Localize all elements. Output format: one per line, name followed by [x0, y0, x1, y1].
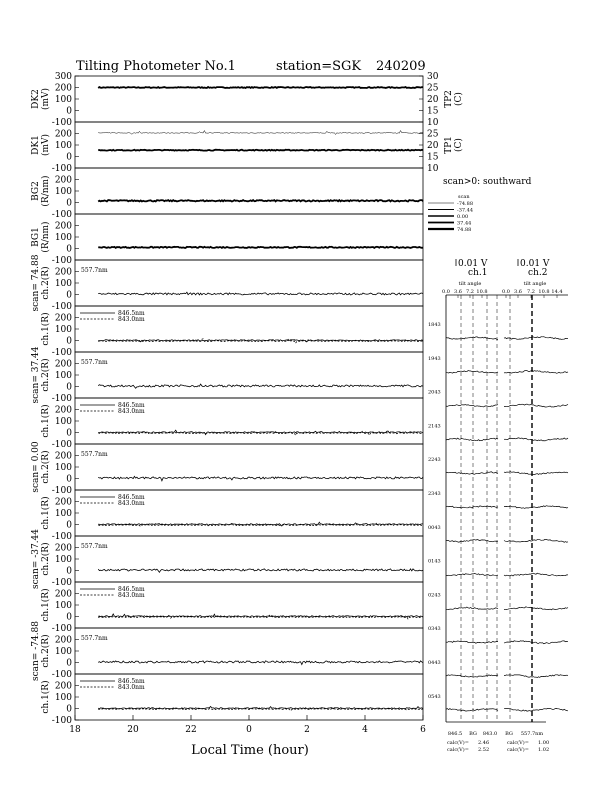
y-tick-label: 0: [66, 566, 72, 577]
profile-time-label: 0543: [428, 693, 441, 700]
left-axis-label: scan= -37.44: [31, 528, 41, 590]
panel-frame: [75, 122, 423, 168]
ch2-profile-line: [504, 370, 568, 373]
ch1-bottom-label: BG: [469, 731, 477, 737]
panel-bg2: [31, 168, 423, 220]
y-tick-label: 200: [54, 313, 72, 324]
left-axis-unit: ch.1(R): [41, 680, 51, 714]
profile-time-label: 2143: [428, 423, 441, 430]
scan-legend-label: -37.44: [457, 207, 474, 214]
scan-legend-label: -74.88: [457, 201, 474, 207]
calib-label: calc(V)=: [507, 740, 529, 746]
y-tick-label: -100: [51, 348, 72, 358]
y-tick-label: -100: [51, 440, 72, 450]
left-axis-unit: ch.2(R): [41, 266, 51, 300]
y-tick-label: 0: [66, 474, 72, 485]
y2-tick-label: 30: [427, 72, 439, 82]
panel-s4c1: [40, 582, 423, 634]
scan-legend: [428, 177, 532, 233]
y-tick-label: 0: [66, 152, 72, 163]
ch2-tick-label: 14.4: [551, 289, 563, 295]
ch2-scale-label: 0.01 V: [520, 259, 550, 269]
ch1-profile-line: [446, 540, 498, 543]
right-axis-label: TP2: [444, 90, 454, 108]
right-axis-unit: (C): [454, 138, 464, 152]
y-tick-label: 300: [54, 72, 72, 82]
legend-label: 843.0nm: [118, 592, 145, 599]
profile-time-label: 1843: [428, 322, 441, 328]
profile-time-label: 0043: [428, 524, 441, 531]
legend-label: 843.0nm: [118, 316, 145, 323]
calib-ch2-value: 1.02: [538, 747, 550, 753]
legend-label: 846.5nm: [118, 586, 145, 593]
panel-s5c1: [40, 674, 423, 726]
calib-ch1-value: 2.52: [478, 747, 490, 753]
x-tick-label: 6: [420, 725, 426, 735]
series-line: [98, 87, 423, 88]
y-tick-label: 100: [54, 233, 72, 243]
y2-tick-label: 15: [427, 106, 439, 117]
panel-legend: [80, 310, 145, 323]
y-tick-label: -100: [51, 256, 72, 266]
series-line: [98, 150, 423, 151]
y2-tick-label: 15: [427, 152, 439, 163]
series-line: [98, 431, 423, 435]
tilt-profiles: [428, 259, 568, 753]
panel-frame: [75, 352, 423, 398]
ch2-profile-line: [504, 337, 568, 340]
y-tick-label: 200: [54, 175, 72, 186]
x-tick-label: 18: [69, 725, 81, 735]
calib-label: calc(V)=: [447, 747, 469, 753]
series-line: [98, 476, 423, 480]
ch2-bottom-label: 557.7nm: [520, 731, 544, 737]
profile-time-label: 0443: [428, 660, 441, 666]
ch2-tick-label: 10.8: [538, 289, 550, 295]
ch1-profile-line: [446, 675, 498, 677]
y-tick-label: -100: [51, 670, 72, 680]
ch1-tick-label: 10.8: [476, 289, 488, 295]
ch1-profile-line: [446, 641, 498, 643]
ch1-label: ch.1: [468, 268, 488, 278]
profile-time-label: 1943: [428, 355, 441, 362]
left-axis-unit: (mV): [41, 87, 51, 111]
ch1-bottom-label: 843.0: [482, 731, 498, 737]
legend-label: 846.5nm: [118, 310, 145, 317]
y-tick-label: 200: [54, 267, 72, 278]
y-tick-label: 200: [54, 589, 72, 600]
panel-s4c2: [31, 529, 423, 589]
wavelength-tag: 557.7nm: [81, 451, 108, 458]
ch2-profile-line: [504, 641, 568, 644]
left-axis-label: DK2: [31, 89, 41, 109]
left-axis-unit: ch.2(R): [41, 634, 51, 668]
ch2-profile-line: [504, 506, 568, 509]
left-axis-label: BG2: [31, 181, 41, 201]
ch1-profile-line: [446, 709, 498, 711]
legend-label: 846.5nm: [118, 678, 145, 685]
profile-time-label: 0243: [428, 592, 441, 599]
y2-tick-label: 20: [427, 141, 439, 151]
series-line: [98, 569, 423, 572]
left-axis-unit: (mV): [41, 133, 51, 157]
y-tick-label: 0: [66, 106, 72, 117]
x-axis-label: Local Time (hour): [191, 743, 309, 758]
y-tick-label: 100: [54, 187, 72, 197]
y-tick-label: 100: [54, 601, 72, 611]
ch1-tick-label: 7.2: [466, 289, 474, 295]
ch2-profile-line: [504, 404, 568, 407]
y-tick-label: 0: [66, 382, 72, 393]
y-tick-label: 100: [54, 417, 72, 427]
x-tick-label: 22: [185, 725, 197, 735]
panel-s1c2: [31, 254, 423, 312]
y-tick-label: 100: [54, 555, 72, 565]
y-tick-label: 0: [66, 290, 72, 301]
y-tick-label: -100: [51, 532, 72, 542]
y2-tick-label: 20: [427, 95, 439, 105]
left-axis-label: scan= 37.44: [31, 346, 41, 404]
y-tick-label: 200: [54, 497, 72, 508]
series-line: [98, 339, 423, 343]
y-tick-label: -100: [51, 118, 72, 128]
y-tick-label: -100: [51, 624, 72, 634]
y-tick-label: 100: [54, 371, 72, 381]
left-axis-label: BG1: [31, 227, 41, 247]
ch2-profile-line: [504, 675, 568, 678]
ch1-profile-line: [446, 573, 498, 575]
panel-frame: [75, 76, 423, 122]
ch1-profile-line: [446, 472, 498, 475]
panel-dk1: [31, 122, 464, 174]
profile-time-label: 0343: [428, 626, 441, 633]
panel-frame: [75, 444, 423, 490]
series-line: [98, 247, 423, 248]
wavelength-tag: 557.7nm: [81, 543, 108, 550]
panel-frame: [75, 628, 423, 674]
y-tick-label: 200: [54, 405, 72, 416]
panel-legend: [80, 494, 145, 507]
date-label: 240209: [376, 59, 426, 74]
y-tick-label: 0: [66, 704, 72, 715]
y-tick-label: 200: [54, 635, 72, 646]
calib-label: calc(V)=: [447, 740, 469, 746]
series-line: [98, 131, 423, 135]
y-tick-label: 100: [54, 95, 72, 105]
ch1-profile-line: [446, 337, 498, 340]
y-tick-label: 0: [66, 612, 72, 623]
left-axis-label: DK1: [31, 135, 41, 155]
y-tick-label: 100: [54, 463, 72, 473]
scan-legend-label: 37.44: [457, 220, 472, 227]
ch2-profile-line: [504, 708, 568, 711]
left-axis-label: scan= 0.00: [31, 441, 41, 493]
y-tick-label: -100: [51, 210, 72, 220]
left-axis-label: scan= 74.88: [31, 254, 41, 312]
ch1-profile-line: [446, 607, 498, 610]
wavelength-tag: 557.7nm: [81, 359, 108, 366]
panel-legend: [80, 402, 145, 415]
y-tick-label: 0: [66, 336, 72, 347]
y-tick-label: 100: [54, 647, 72, 657]
legend-label: 846.5nm: [118, 402, 145, 409]
right-axis-label: TP1: [444, 136, 454, 154]
left-axis-unit: ch.1(R): [41, 588, 51, 622]
y-tick-label: -100: [51, 164, 72, 174]
legend-label: 843.0nm: [118, 684, 145, 691]
ch2-profile-line: [504, 573, 568, 576]
ch1-profile-line: [446, 371, 498, 374]
station-label: station=SGK: [276, 59, 362, 74]
wavelength-tag: 557.7nm: [81, 635, 108, 642]
time-series-panels: [31, 72, 464, 726]
y-tick-label: 200: [54, 129, 72, 140]
y-tick-label: 200: [54, 359, 72, 370]
left-axis-unit: ch.2(R): [41, 358, 51, 392]
left-axis-unit: ch.1(R): [41, 404, 51, 438]
panel-bg1: [31, 214, 423, 266]
panel-legend: [80, 586, 145, 599]
ch2-tick-label: 0.0: [502, 289, 510, 295]
left-axis-unit: ch.1(R): [41, 496, 51, 530]
legend-label: 843.0nm: [118, 408, 145, 415]
ch1-profile-line: [446, 506, 498, 508]
panel-frame: [75, 214, 423, 260]
y-tick-label: -100: [51, 486, 72, 496]
y-tick-label: 200: [54, 543, 72, 554]
panel-frame: [75, 536, 423, 582]
left-axis-label: scan= -74.88: [31, 620, 41, 682]
ch2-label: ch.2: [528, 268, 548, 278]
ch1-tick-label: 0.0: [442, 289, 450, 295]
profile-time-label: 2043: [428, 389, 441, 396]
left-axis-unit: (R/nm): [41, 175, 51, 207]
panel-s1c1: [40, 306, 423, 358]
series-line: [98, 430, 423, 434]
y2-tick-label: 25: [427, 83, 439, 94]
calib-ch2-value: 1.00: [538, 740, 550, 746]
y-tick-label: 100: [54, 509, 72, 519]
ch1-scale-label: 0.01 V: [458, 259, 488, 269]
y-tick-label: 100: [54, 279, 72, 289]
y-tick-label: -100: [51, 716, 72, 726]
y-tick-label: 0: [66, 428, 72, 439]
y-tick-label: 0: [66, 658, 72, 669]
ch2-tilt-label: tilt angle: [523, 281, 547, 287]
profile-time-label: 0143: [428, 558, 441, 565]
y-tick-label: 200: [54, 83, 72, 94]
panel-s2c2: [31, 346, 423, 404]
y-tick-label: 200: [54, 451, 72, 462]
y-tick-label: 0: [66, 198, 72, 209]
y-tick-label: -100: [51, 394, 72, 404]
panel-dk2: [31, 72, 464, 128]
x-tick-label: 4: [362, 725, 368, 735]
x-tick-label: 20: [127, 725, 139, 735]
y-tick-label: 200: [54, 221, 72, 232]
ch1-tick-label: 3.6: [454, 289, 462, 295]
figure-title: Tilting Photometer No.1: [76, 59, 236, 74]
panel-s2c1: [40, 398, 423, 450]
ch1-profile-line: [446, 405, 498, 407]
ch2-tick-label: 7.2: [527, 289, 535, 295]
scan-legend-header: scan: [458, 194, 470, 200]
series-line: [98, 200, 423, 201]
y-tick-label: 100: [54, 141, 72, 151]
y-tick-label: -100: [51, 578, 72, 588]
y-tick-label: 200: [54, 681, 72, 692]
panel-s3c2: [31, 441, 423, 496]
series-line: [98, 292, 423, 295]
scan-legend-title: scan>0: southward: [443, 177, 532, 187]
y-tick-label: 0: [66, 520, 72, 531]
ch1-bottom-label: 846.5: [447, 731, 463, 737]
legend-label: 846.5nm: [118, 494, 145, 501]
ch2-bottom-label: BG: [505, 731, 513, 737]
ch2-profile-line: [504, 438, 568, 441]
y2-tick-label: 25: [427, 129, 439, 140]
profile-time-label: 2243: [428, 457, 441, 464]
series-line: [98, 384, 423, 388]
y2-tick-label: 10: [427, 164, 439, 174]
y2-tick-label: 10: [427, 118, 439, 128]
ch2-profile-line: [504, 607, 568, 610]
panel-frame: [75, 260, 423, 306]
ch1-profile-line: [446, 438, 498, 441]
ch1-tilt-label: tilt angle: [458, 281, 482, 287]
left-axis-unit: ch.2(R): [41, 450, 51, 484]
legend-label: 843.0nm: [118, 500, 145, 507]
profile-time-label: 2343: [428, 491, 441, 497]
x-tick-label: 2: [304, 725, 310, 735]
calib-label: calc(V)=: [507, 747, 529, 753]
panel-legend: [80, 678, 145, 691]
y-tick-label: -100: [51, 302, 72, 312]
x-tick-label: 0: [246, 725, 252, 735]
ch2-profile-line: [504, 539, 568, 542]
calib-ch1-value: 2.46: [478, 740, 490, 746]
wavelength-tag: 557.7nm: [81, 267, 108, 274]
right-axis-unit: (C): [454, 92, 464, 106]
scan-legend-label: 0.00: [457, 214, 469, 220]
series-line: [98, 661, 423, 665]
y-tick-label: 100: [54, 325, 72, 335]
left-axis-unit: ch.1(R): [41, 312, 51, 346]
x-axis: [69, 715, 426, 735]
ch2-tick-label: 3.6: [514, 289, 522, 295]
left-axis-unit: ch.2(R): [41, 542, 51, 576]
left-axis-unit: (R/nm): [41, 221, 51, 253]
ch2-profile-line: [504, 472, 568, 475]
panel-frame: [75, 168, 423, 214]
panel-s3c1: [40, 490, 423, 542]
scan-legend-label: 74.88: [457, 227, 472, 233]
y-tick-label: 0: [66, 244, 72, 255]
y-tick-label: 100: [54, 693, 72, 703]
panel-s5c2: [31, 621, 423, 681]
